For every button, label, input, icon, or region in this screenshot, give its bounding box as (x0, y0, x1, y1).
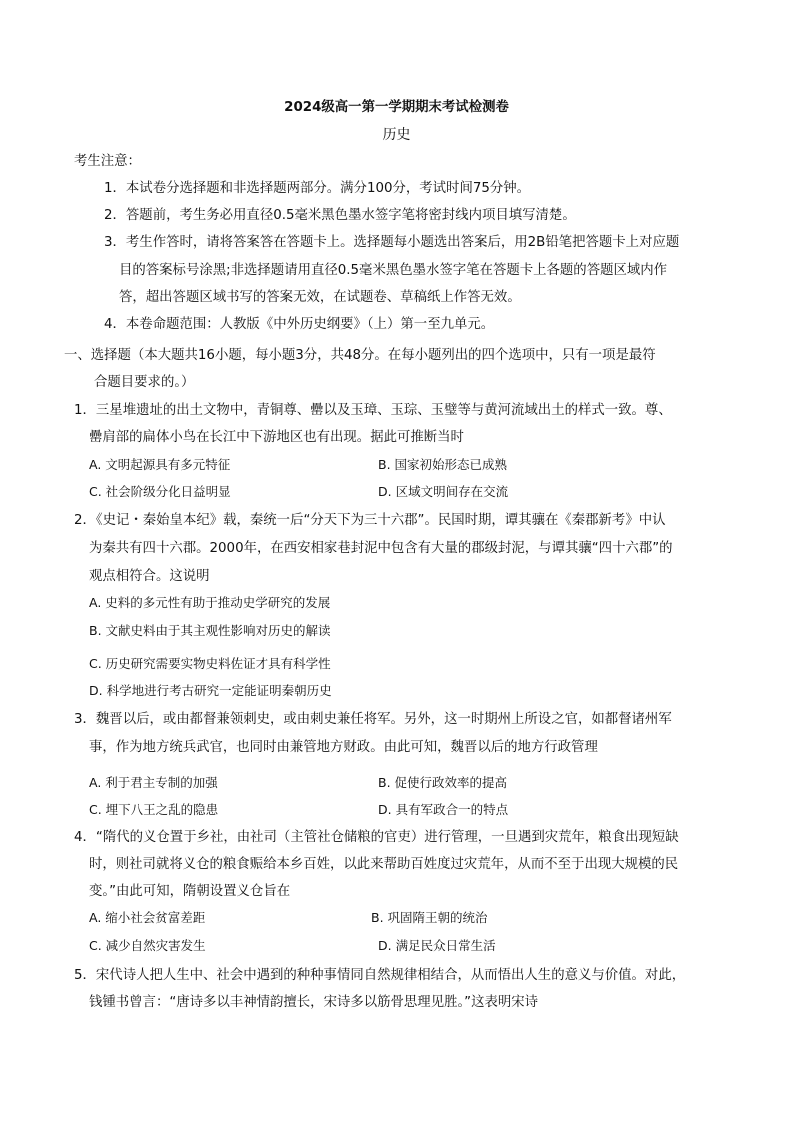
notice-heading: 考生注意： (74, 154, 141, 169)
question-5-stem: 钱锺书曾言：“唐诗多以丰神情韵擅长，宋诗多以筋骨思理见胜。”这表明宋诗 (89, 995, 539, 1010)
subject-title: 历史 (382, 127, 411, 143)
question-1-stem: 罍肩部的扁体小鸟在长江中下游地区也有出现。据此可推断当时 (89, 430, 464, 445)
exam-title: 2024级高一第一学期期末考试检测卷 (284, 100, 509, 115)
question-4-option-a[interactable]: A. 缩小社会贫富差距 (89, 910, 206, 925)
question-2-stem: 为秦共有四十六郡。2000年，在西安相家巷封泥中包含有大量的郡级封泥，与谭其骧“四十六郡”的 (89, 541, 673, 556)
question-4-option-b[interactable]: B. 巩固隋王朝的统治 (371, 910, 488, 925)
question-4-stem: 4．“隋代的义仓置于乡社，由社司（主管社仓储粮的官吏）进行管理，一旦遇到灾荒年，粮食出现短缺 (74, 830, 679, 845)
question-1-option-a[interactable]: A. 文明起源具有多元特征 (89, 457, 231, 472)
question-1-option-d[interactable]: D. 区域文明间存在交流 (378, 484, 509, 499)
question-4-option-c[interactable]: C. 减少自然灾害发生 (89, 938, 206, 953)
question-3-option-a[interactable]: A. 利于君主专制的加强 (89, 775, 218, 790)
notice-item: 3．考生作答时，请将答案答在答题卡上。选择题每小题选出答案后，用2B铅笔把答题卡上对应题 (104, 235, 680, 250)
notice-item: 答，超出答题区域书写的答案无效，在试题卷、草稿纸上作答无效。 (119, 290, 521, 305)
notice-item: 目的答案标号涂黑;非选择题请用直径0.5毫米黑色墨水签字笔在答题卡上各题的答题区域内作 (119, 263, 668, 278)
question-1-option-c[interactable]: C. 社会阶级分化日益明显 (89, 484, 231, 499)
question-3-option-c[interactable]: C. 埋下八王之乱的隐患 (89, 802, 219, 817)
question-1-option-b[interactable]: B. 国家初始形态已成熟 (378, 457, 508, 472)
question-2-option-a[interactable]: A. 史料的多元性有助于推动史学研究的发展 (89, 595, 331, 610)
notice-item: 2．答题前，考生务必用直径0.5毫米黑色墨水签字笔将密封线内项目填写清楚。 (104, 208, 576, 223)
question-1-stem: 1．三星堆遗址的出土文物中，青铜尊、罍以及玉璋、玉琮、玉璧等与黄河流域出土的样式一致。尊、 (74, 403, 672, 418)
notice-item: 1．本试卷分选择题和非选择题两部分。满分100分，考试时间75分钟。 (104, 181, 531, 196)
notice-item: 4．本卷命题范围：人教版《中外历史纲要》（上）第一至九单元。 (104, 317, 495, 332)
section-heading: 一、选择题（本大题共16小题，每小题3分，共48分。在每小题列出的四个选项中，只有一项是最符 (64, 348, 656, 363)
question-2-stem: 2．《史记・秦始皇本纪》载，秦统一后“分天下为三十六郡”。民国时期，谭其骧在《秦郡新考》中认 (74, 513, 666, 528)
section-heading-cont: 合题目要求的。） (94, 375, 195, 390)
question-3-stem: 事，作为地方统兵武官，也同时由兼管地方财政。由此可知，魏晋以后的地方行政管理 (89, 740, 598, 755)
question-3-stem: 3．魏晋以后，或由都督兼领刺史，或由刺史兼任将军。另外，这一时期州上所设之官，如都督诸州军 (74, 712, 672, 727)
question-2-option-c[interactable]: C. 历史研究需要实物史料佐证才具有科学性 (89, 656, 331, 671)
question-5-stem: 5．宋代诗人把人生中、社会中遇到的种种事情同自然规律相结合，从而悟出人生的意义与价值。对此， (74, 968, 686, 983)
question-3-option-b[interactable]: B. 促使行政效率的提高 (378, 775, 508, 790)
question-2-option-b[interactable]: B. 文献史料由于其主观性影响对历史的解读 (89, 623, 331, 638)
question-3-option-d[interactable]: D. 具有军政合一的特点 (378, 802, 509, 817)
question-4-stem: 时，则社司就将义仓的粮食赈给本乡百姓，以此来帮助百姓度过灾荒年，从而不至于出现大规模的民 (89, 857, 679, 872)
question-4-option-d[interactable]: D. 满足民众日常生活 (378, 938, 496, 953)
question-4-stem: 变。”由此可知，隋朝设置义仓旨在 (89, 884, 291, 899)
question-2-stem: 观点相符合。这说明 (89, 569, 210, 584)
question-2-option-d[interactable]: D. 科学地进行考古研究一定能证明秦朝历史 (89, 683, 332, 698)
